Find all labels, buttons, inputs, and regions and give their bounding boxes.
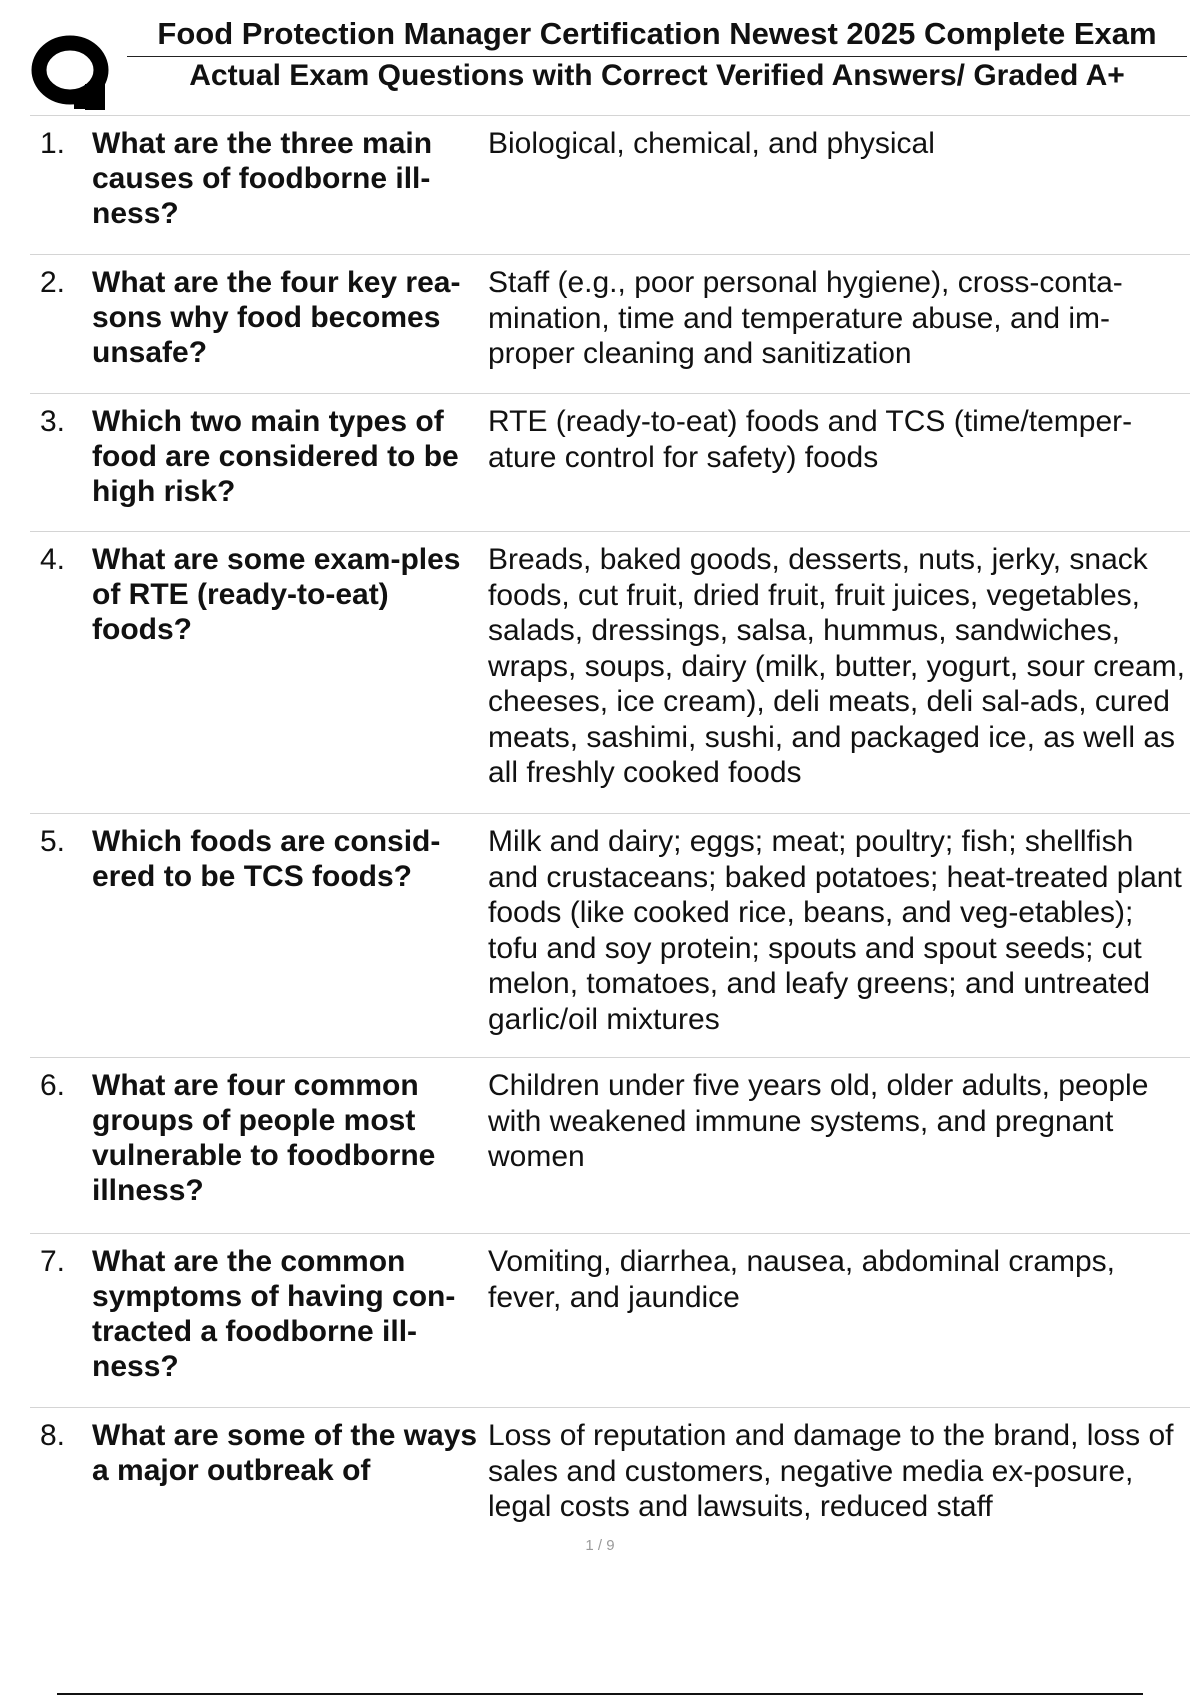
qa-table — [30, 115, 1190, 1537]
question-text: What are four common groups of people most vulnerable to foodborne illness? — [92, 1069, 436, 1207]
document-header — [30, 12, 1190, 112]
answer-text: Vomiting, diarrhea, nausea, abdominal cramps, fever, and jaundice — [488, 1245, 1116, 1314]
qa-row — [30, 1233, 1190, 1407]
question-number: 4. — [40, 543, 66, 576]
footer-divider — [57, 1693, 1143, 1695]
question-number: 5. — [40, 825, 66, 858]
qa-row — [30, 1057, 1190, 1233]
question-text: Which foods are consid-ered to be TCS foods? — [92, 825, 441, 893]
question-text: What are the four key rea-sons why food becomes unsafe? — [92, 266, 461, 369]
question-text: What are the three main causes of foodborne ill-ness? — [92, 127, 433, 230]
qa-row — [30, 1407, 1190, 1537]
qa-row — [30, 531, 1190, 813]
question-number: 6. — [40, 1069, 66, 1102]
document-title: Food Protection Manager Certification Newest 2025 Complete Exam — [157, 16, 1157, 51]
answer-text: RTE (ready-to-eat) foods and TCS (time/temper-ature control for safety) foods — [488, 405, 1133, 474]
q-logo-icon — [30, 32, 110, 112]
answer-text: Children under five years old, older adults, people with weakened immune systems, and pregnant women — [488, 1069, 1149, 1173]
answer-text: Loss of reputation and damage to the brand, loss of sales and customers, negative media ex-posure, legal costs and lawsuits, reduced staff — [488, 1419, 1174, 1523]
qa-row — [30, 115, 1190, 254]
question-text: What are some exam-ples of RTE (ready-to-eat) foods? — [92, 543, 461, 646]
question-number: 3. — [40, 405, 66, 438]
question-text: What are some of the ways a major outbreak of — [92, 1419, 478, 1487]
answer-text: Biological, chemical, and physical — [488, 127, 935, 160]
question-text: What are the common symptoms of having con-tracted a foodborne ill-ness? — [92, 1245, 456, 1383]
question-number: 8. — [40, 1419, 66, 1452]
qa-row — [30, 393, 1190, 531]
title-divider — [127, 56, 1187, 57]
page-number: 1 / 9 — [585, 1537, 615, 1554]
document-subtitle: Actual Exam Questions with Correct Verified Answers/ Graded A+ — [189, 59, 1125, 92]
question-text: Which two main types of food are considered to be high risk? — [92, 405, 459, 508]
question-number: 7. — [40, 1245, 66, 1278]
answer-text: Staff (e.g., poor personal hygiene), cross-conta-mination, time and temperature abuse, and im-proper cleaning and sanitization — [488, 266, 1123, 370]
answer-text: Milk and dairy; eggs; meat; poultry; fish; shellfish and crustaceans; baked potatoes; heat-treated plant foods (like cooked rice, beans, and veg-etables); tofu and soy protein; spouts and spout seeds; cut melon, tomatoes, and leafy greens; and untreated garlic/oil mixtures — [488, 825, 1182, 1036]
answer-text: Breads, baked goods, desserts, nuts, jerky, snack foods, cut fruit, dried fruit, fruit juices, vegetables, salads, dressings, salsa, hummus, sandwiches, wraps, soups, dairy (milk, butter, yogurt, sour cream, cheeses, ice cream), deli meats, deli sal-ads, cured meats, sashimi, sushi, and packaged ice, as well as all freshly cooked foods — [488, 543, 1185, 789]
qa-row — [30, 813, 1190, 1057]
question-number: 2. — [40, 266, 66, 299]
qa-row — [30, 254, 1190, 393]
question-number: 1. — [40, 127, 66, 160]
